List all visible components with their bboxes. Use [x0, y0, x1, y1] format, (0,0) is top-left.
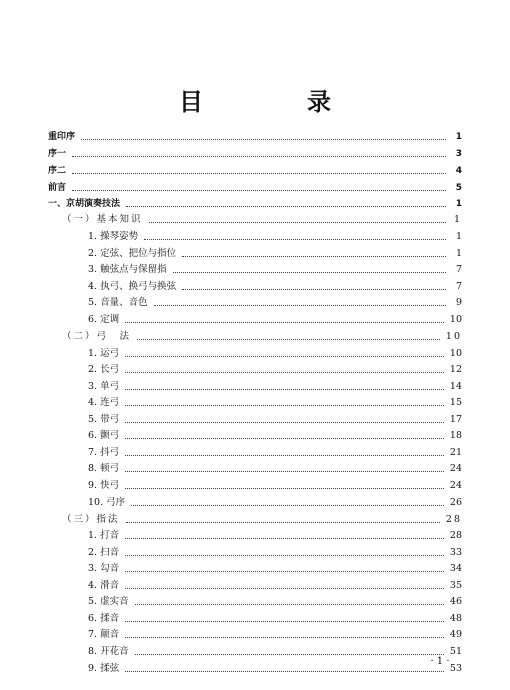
toc-entry[interactable]	[88, 595, 462, 609]
dot-leader	[125, 422, 444, 423]
toc-entry[interactable]	[88, 479, 462, 493]
toc-entry-page: 4	[455, 166, 462, 176]
toc-entry-page: 33	[449, 547, 462, 558]
toc-entry-page: 1	[455, 248, 462, 259]
toc-entry-page: 12	[449, 364, 462, 375]
toc-entry-label: 前言	[48, 183, 67, 193]
toc-entry-page: 53	[449, 663, 462, 674]
toc-entry[interactable]	[88, 529, 462, 543]
dot-leader	[125, 405, 444, 406]
toc-entry-page: 24	[449, 480, 462, 491]
toc-entry[interactable]	[88, 313, 462, 327]
toc-entry-label: 4. 滑音	[88, 580, 120, 591]
toc-entry-label: 8. 顿弓	[88, 463, 120, 474]
toc-entry-label: 4. 执弓、换弓与换弦	[88, 281, 177, 292]
toc-entry-page: 1	[455, 132, 462, 142]
toc-entry[interactable]	[88, 446, 462, 460]
toc-entry-page: 26	[449, 497, 462, 508]
dot-leader	[125, 438, 444, 439]
toc-entry-label: 1. 打音	[88, 530, 120, 541]
toc-entry[interactable]	[88, 296, 462, 310]
toc-entry-page: 1	[455, 199, 462, 209]
toc-entry-page: 15	[449, 397, 462, 408]
toc-entry[interactable]	[48, 164, 462, 178]
toc-entry-label: 2. 扫音	[88, 547, 120, 558]
dot-leader	[81, 139, 446, 140]
dot-leader	[125, 488, 444, 489]
dot-leader	[125, 372, 444, 373]
toc-entry[interactable]	[88, 230, 462, 244]
toc-entry-page: 35	[449, 580, 462, 591]
toc-entry[interactable]	[88, 413, 462, 427]
toc-entry-page: 1	[455, 231, 462, 242]
dot-leader	[144, 239, 446, 240]
toc-entry-label: 3. 单弓	[88, 381, 120, 392]
toc-entry[interactable]	[88, 579, 462, 593]
toc-entry-page: 9	[455, 297, 462, 308]
toc-entry-page: 28	[445, 514, 462, 525]
dot-leader	[125, 571, 444, 572]
toc-entry[interactable]	[88, 562, 462, 576]
toc-entry-page: 34	[449, 563, 462, 574]
dot-leader	[125, 588, 444, 589]
page-number: · 1 ·	[430, 656, 450, 667]
toc-entry[interactable]	[88, 662, 462, 676]
toc-entry-label: 7. 抖弓	[88, 447, 120, 458]
dot-leader	[125, 671, 444, 672]
dot-leader	[125, 621, 444, 622]
toc-entry-label: 7. 颠音	[88, 629, 120, 640]
toc-entry-page: 10	[449, 314, 462, 325]
toc-entry-label: 9. 快弓	[88, 480, 120, 491]
toc-entry[interactable]	[48, 181, 462, 195]
dot-leader	[72, 190, 446, 191]
dot-leader	[182, 256, 446, 257]
toc-entry-label: 4. 连弓	[88, 397, 120, 408]
toc-entry[interactable]	[88, 380, 462, 394]
dot-leader	[126, 522, 440, 523]
toc-entry-label: 1. 运弓	[88, 348, 120, 359]
toc-entry-page: 7	[455, 281, 462, 292]
toc-entry-label: 重印序	[48, 132, 76, 142]
toc-entry-page: 51	[449, 646, 462, 657]
toc-entry-label: 10. 弓序	[88, 497, 126, 508]
toc-entry-label: （二）弓 法	[62, 331, 132, 342]
toc-entry-page: 1	[453, 214, 462, 225]
toc-entry[interactable]	[88, 546, 462, 560]
toc-entry-label: 序一	[48, 149, 67, 159]
toc-entry[interactable]	[62, 513, 462, 527]
toc-entry[interactable]	[48, 130, 462, 144]
toc-entry-label: 9. 揉弦	[88, 663, 120, 674]
dot-leader	[72, 173, 446, 174]
dot-leader	[126, 206, 446, 207]
toc-entry[interactable]	[88, 628, 462, 642]
toc-entry-page: 48	[449, 613, 462, 624]
toc-entry[interactable]	[88, 280, 462, 294]
toc-entry[interactable]	[88, 263, 462, 277]
toc-entry-label: 8. 开花音	[88, 646, 129, 657]
toc-entry-label: 5. 带弓	[88, 414, 120, 425]
dot-leader	[125, 322, 444, 323]
dot-leader	[125, 389, 444, 390]
toc-entry-label: （一）基本知识	[62, 214, 143, 225]
toc-entry-label: （三）指法	[62, 514, 120, 525]
toc-entry-label: 6. 定调	[88, 314, 120, 325]
toc-entry-page: 17	[449, 414, 462, 425]
toc-entry-label: 3. 勾音	[88, 563, 120, 574]
toc-entry-label: 一、京胡演奏技法	[48, 199, 121, 209]
dot-leader	[173, 272, 446, 273]
dot-leader	[72, 156, 446, 157]
toc-entry[interactable]	[88, 612, 462, 626]
toc-entry-label: 6. 揉音	[88, 613, 120, 624]
dot-leader	[149, 222, 446, 223]
dot-leader	[182, 289, 446, 290]
toc-entry[interactable]	[88, 247, 462, 261]
toc-entry-page: 10	[449, 348, 462, 359]
dot-leader	[125, 637, 444, 638]
toc-entry-label: 1. 操琴姿势	[88, 231, 139, 242]
toc-entry-label: 5. 音量、音色	[88, 297, 148, 308]
toc-entry-label: 序二	[48, 166, 67, 176]
dot-leader	[135, 654, 444, 655]
toc-entry-page: 46	[449, 596, 462, 607]
dot-leader	[125, 356, 444, 357]
toc-entry-label: 3. 触弦点与保留指	[88, 264, 167, 275]
toc-entry-page: 14	[449, 381, 462, 392]
toc-entry-label: 6. 颤弓	[88, 430, 120, 441]
toc-entry[interactable]	[62, 213, 462, 227]
dot-leader	[125, 555, 444, 556]
toc-entry-page: 7	[455, 264, 462, 275]
toc-entry[interactable]	[88, 363, 462, 377]
dot-leader	[125, 538, 444, 539]
dot-leader	[154, 305, 446, 306]
toc-entry-label: 2. 长弓	[88, 364, 120, 375]
toc-entry[interactable]	[88, 429, 462, 443]
toc-entry[interactable]	[62, 330, 462, 344]
toc-entry[interactable]	[88, 396, 462, 410]
toc-entry-label: 2. 定弦、把位与指位	[88, 248, 177, 259]
toc-entry[interactable]	[48, 197, 462, 211]
toc-entry[interactable]	[88, 645, 462, 659]
dot-leader	[125, 455, 444, 456]
toc-entry[interactable]	[88, 347, 462, 361]
dot-leader	[137, 339, 440, 340]
toc-entry[interactable]	[88, 462, 462, 476]
toc-entry-page: 18	[449, 430, 462, 441]
toc-entry-page: 5	[455, 183, 462, 193]
toc-entry-page: 10	[445, 331, 462, 342]
toc-entry-page: 28	[449, 530, 462, 541]
dot-leader	[131, 505, 444, 506]
dot-leader	[125, 471, 444, 472]
toc-entry-page: 49	[449, 629, 462, 640]
toc-entry-page: 24	[449, 463, 462, 474]
toc-entry-label: 5. 虚实音	[88, 596, 129, 607]
toc-entry[interactable]	[88, 496, 462, 510]
toc-entry-page: 3	[455, 149, 462, 159]
toc-entry[interactable]	[48, 147, 462, 161]
page-title: 目 录	[179, 88, 371, 116]
dot-leader	[135, 604, 444, 605]
toc-entry-page: 21	[449, 447, 462, 458]
